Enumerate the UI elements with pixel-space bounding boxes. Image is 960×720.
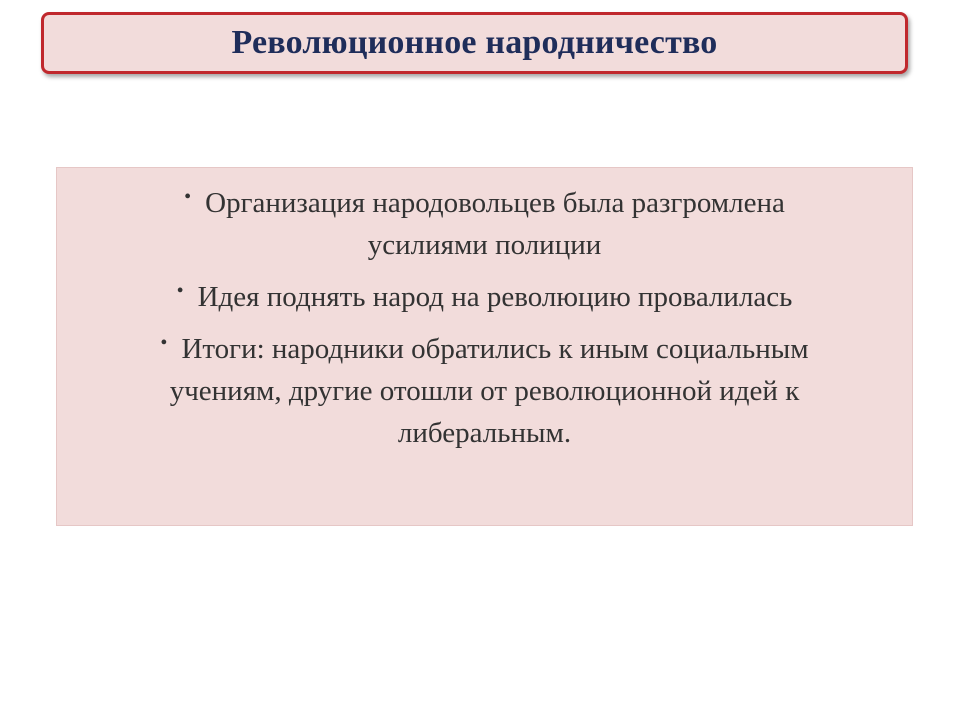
content-box: [56, 167, 913, 526]
bullet-item: [57, 328, 912, 454]
bullet-text: Организация народовольцев была разгромлена усилиями полиции: [205, 187, 785, 261]
slide-title: Революционное народничество: [231, 24, 718, 61]
bullet-item: [57, 276, 912, 318]
bullet-icon: •: [160, 332, 168, 354]
title-box: [41, 12, 908, 74]
bullet-text: Идея поднять народ на революцию провалилась: [197, 281, 793, 313]
bullet-item: [57, 182, 912, 266]
bullet-icon: •: [184, 186, 192, 208]
bullet-list: [57, 182, 912, 464]
bullet-icon: •: [176, 280, 184, 302]
bullet-text: Итоги: народники обратились к иным социальным учениям, другие отошли от революционной идей к либеральным.: [169, 333, 809, 449]
